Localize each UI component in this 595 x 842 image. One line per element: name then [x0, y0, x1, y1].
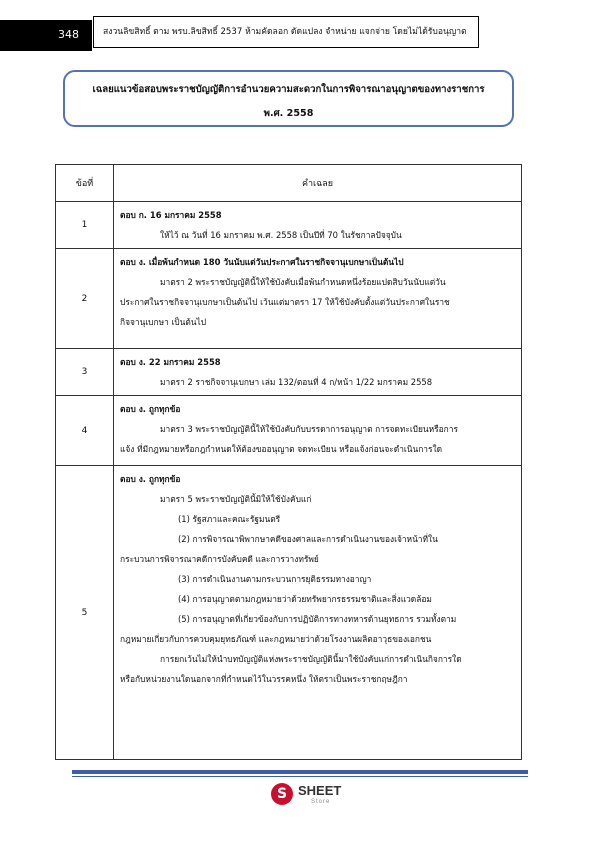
answer-cell	[114, 202, 522, 249]
answer-explanation: มาตรา 2 ราชกิจจานุเบกษา เล่ม 132/ตอนที่ 4 ก/หน้า 1/22 มกราคม 2558	[160, 377, 433, 387]
answer-choice: ตอบ ง. ถูกทุกข้อ	[120, 404, 181, 414]
question-number: 4	[56, 396, 114, 466]
title-line-2: พ.ศ. 2558	[263, 108, 314, 119]
footer-divider	[72, 770, 528, 774]
answer-explanation: กิจจานุเบกษา เป็นต้นไป	[120, 317, 207, 327]
answer-cell	[114, 349, 522, 396]
table-row	[56, 466, 522, 760]
answer-explanation: กฎหมายเกี่ยวกับการควบคุมยุทธภัณฑ์ และกฎหมายว่าด้วยโรงงานผลิตอาวุธของเอกชน	[120, 634, 432, 644]
answer-choice: ตอบ ง. ถูกทุกข้อ	[120, 474, 181, 484]
answer-explanation: มาตรา 3 พระราชบัญญัตินี้ให้ใช้บังคับกับบรรดาการอนุญาต การจดทะเบียนหรือการ	[160, 424, 458, 434]
sheet-store-logo	[271, 783, 355, 811]
question-number: 1	[56, 202, 114, 249]
table-header-row	[56, 165, 522, 202]
title-line-1: เฉลยแนวข้อสอบพระราชบัญญัติการอำนวยความสะดวกในการพิจารณาอนุญาตของทางราชการ	[92, 84, 485, 95]
answer-explanation: แจ้ง ที่มีกฎหมายหรือกฎกำหนดให้ต้องขออนุญาต จดทะเบียน หรือแจ้งก่อนจะดำเนินการใด	[120, 444, 443, 454]
answer-explanation: (3) การดำเนินงานตามกระบวนการยุติธรรมทางอาญา	[178, 574, 372, 584]
answer-explanation: การยกเว้นไม่ให้นำบทบัญญัติแห่งพระราชบัญญัตินี้มาใช้บังคับแก่การดำเนินกิจการใด	[160, 654, 462, 664]
logo-subtext: Store	[311, 799, 331, 805]
logo-mark-icon: S	[271, 783, 293, 805]
answer-choice: ตอบ ง. 22 มกราคม 2558	[120, 357, 221, 367]
answer-explanation: (5) การอนุญาตที่เกี่ยวข้องกับการปฏิบัติการทางทหารด้านยุทธการ รวมทั้งตาม	[178, 614, 457, 624]
document-title	[63, 70, 514, 127]
answer-explanation: มาตรา 5 พระราชบัญญัตินี้มิให้ใช้บังคับแก่	[160, 494, 312, 504]
table-row	[56, 396, 522, 466]
page-number: 348	[58, 28, 79, 41]
answer-explanation: ประกาศในราชกิจจานุเบกษาเป็นต้นไป เว้นแต่มาตรา 17 ให้ใช้บังคับตั้งแต่วันประกาศในราช	[120, 297, 450, 307]
column-header-answer: คำเฉลย	[114, 165, 522, 202]
question-number: 5	[56, 466, 114, 760]
answer-explanation: กระบวนการพิจารณาคดีการบังคับคดี และการวางทรัพย์	[120, 554, 319, 564]
copyright-notice: สงวนลิขสิทธิ์ ตาม พรบ.ลิขสิทธิ์ 2537 ห้ามคัดลอก ดัดแปลง จำหน่าย แจกจ่าย โดยไม่ได้รับอนุญาต	[93, 16, 479, 48]
answer-choice: ตอบ ง. เมื่อพ้นกำหนด 180 วันนับแต่วันประกาศในราชกิจจานุเบกษาเป็นต้นไป	[120, 257, 404, 267]
table-row	[56, 202, 522, 249]
answer-explanation: (1) รัฐสภาและคณะรัฐมนตรี	[178, 514, 281, 524]
question-number: 2	[56, 249, 114, 349]
footer-divider-thin	[72, 776, 528, 777]
answer-explanation: มาตรา 2 พระราชบัญญัตินี้ให้ใช้บังคับเมื่อพ้นกำหนดหนึ่งร้อยแปดสิบวันนับแต่วัน	[160, 277, 446, 287]
answer-choice: ตอบ ก. 16 มกราคม 2558	[120, 210, 222, 220]
answer-explanation: (2) การพิจารณาพิพากษาคดีของศาลและการดำเนินงานของเจ้าหน้าที่ใน	[178, 534, 438, 544]
answer-cell	[114, 249, 522, 349]
table-row	[56, 249, 522, 349]
answer-table	[55, 164, 522, 760]
question-number: 3	[56, 349, 114, 396]
logo-text: SHEET	[298, 783, 342, 798]
answer-explanation: (4) การอนุญาตตามกฎหมายว่าด้วยทรัพยากรธรรมชาติและสิ่งแวดล้อม	[178, 594, 432, 604]
column-header-number: ข้อที่	[56, 165, 114, 202]
answer-cell	[114, 396, 522, 466]
answer-cell	[114, 466, 522, 760]
answer-explanation: หรือกับหน่วยงานใดนอกจากที่กำหนดไว้ในวรรคหนึ่ง ให้ตราเป็นพระราชกฤษฎีกา	[120, 674, 408, 684]
answer-explanation: ให้ไว้ ณ วันที่ 16 มกราคม พ.ศ. 2558 เป็นปีที่ 70 ในรัชกาลปัจจุบัน	[160, 230, 402, 240]
table-row	[56, 349, 522, 396]
